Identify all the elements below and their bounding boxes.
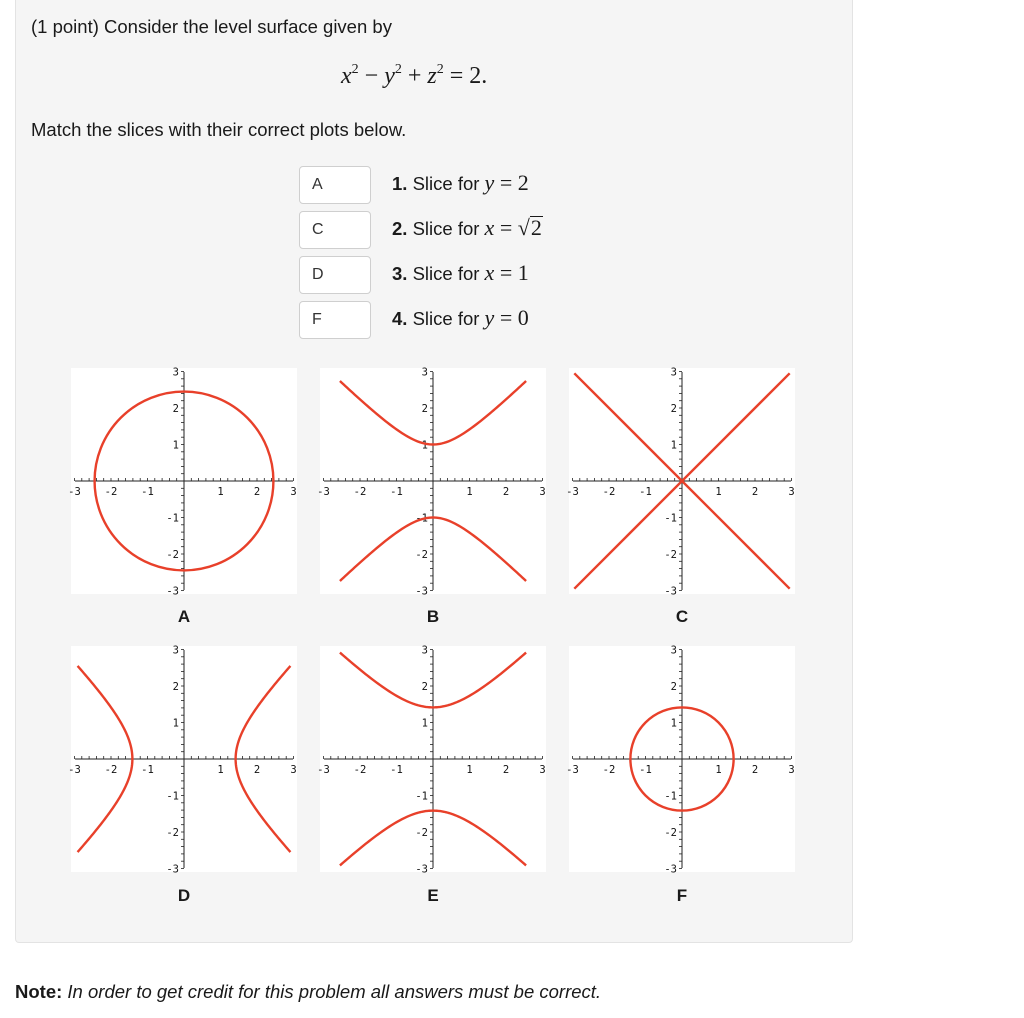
y-tick-label: 3 <box>172 644 179 657</box>
y-tick-label: -2 <box>664 549 677 561</box>
x-tick-label: 3 <box>788 486 795 498</box>
y-tick-label: 1 <box>421 439 428 452</box>
x-tick-label: 1 <box>715 486 722 498</box>
y-tick-label: -2 <box>166 827 179 839</box>
y-tick-label: -3 <box>166 863 179 876</box>
plot-svg <box>317 644 546 876</box>
problem-intro: (1 point) Consider the level surface given by <box>31 16 392 37</box>
plot-letter-c: C <box>675 607 689 626</box>
x-tick-label: 2 <box>751 486 759 498</box>
x-tick-label: 1 <box>466 764 473 776</box>
y-tick-label: -1 <box>415 790 428 803</box>
x-tick-label: 2 <box>502 764 510 776</box>
x-tick-label: -3 <box>566 486 579 498</box>
y-tick-label: -1 <box>415 512 428 525</box>
answer-input-2[interactable] <box>299 211 371 249</box>
plot-f <box>566 644 795 876</box>
x-tick-label: -2 <box>104 486 118 498</box>
y-tick-label: -3 <box>415 863 428 876</box>
answer-input-1[interactable] <box>299 166 371 204</box>
y-tick-label: 1 <box>670 439 677 452</box>
y-tick-label: 2 <box>172 681 179 693</box>
slice-label-3: 3. Slice for x = 1 <box>392 260 529 285</box>
y-tick-label: -1 <box>664 512 677 525</box>
x-tick-label: 1 <box>715 764 722 776</box>
x-tick-label: 3 <box>788 764 795 776</box>
level-surface-equation: $x^2 - y^2 + z^2 = 2$. <box>341 62 488 89</box>
x-tick-label: -3 <box>317 764 330 776</box>
y-tick-label: 2 <box>172 403 179 415</box>
y-tick-label: 2 <box>421 403 428 415</box>
plot-letter-e: E <box>427 886 439 905</box>
plot-letter-b: B <box>426 607 440 626</box>
y-tick-label: -3 <box>166 585 179 598</box>
plot-letter-d: D <box>177 886 191 905</box>
y-tick-label: 2 <box>421 681 428 693</box>
note: Note: In order to get credit for this problem all answers must be correct. <box>15 981 602 1002</box>
x-tick-label: 1 <box>217 764 224 776</box>
y-tick-label: -1 <box>664 790 677 803</box>
y-tick-label: -2 <box>166 549 179 561</box>
x-tick-label: -3 <box>566 764 579 776</box>
x-tick-label: 1 <box>217 486 224 498</box>
y-tick-label: 1 <box>421 717 428 730</box>
x-tick-label: 2 <box>253 486 261 498</box>
y-tick-label: -1 <box>166 512 179 525</box>
x-tick-label: -2 <box>353 486 367 498</box>
y-tick-label: 1 <box>670 717 677 730</box>
plot-b <box>317 366 546 598</box>
plot-letter-f: F <box>676 886 688 905</box>
answer-input-4[interactable] <box>299 301 371 339</box>
y-tick-label: 1 <box>172 717 179 730</box>
x-tick-label: -2 <box>104 764 118 776</box>
x-tick-label: 3 <box>290 486 297 498</box>
x-tick-label: -3 <box>68 486 81 498</box>
x-tick-label: 2 <box>502 486 510 498</box>
y-tick-label: -2 <box>415 827 428 839</box>
y-tick-label: 3 <box>421 366 428 379</box>
x-tick-label: 3 <box>290 764 297 776</box>
plot-svg <box>68 644 297 876</box>
match-instructions: Match the slices with their correct plots below. <box>31 119 407 140</box>
plot-letter-a: A <box>177 607 191 626</box>
x-tick-label: 1 <box>466 486 473 498</box>
y-tick-label: -3 <box>664 863 677 876</box>
x-tick-label: -2 <box>602 486 616 498</box>
y-tick-label: -3 <box>415 585 428 598</box>
plot-svg <box>317 366 546 598</box>
answer-input-3[interactable] <box>299 256 371 294</box>
x-tick-label: -3 <box>317 486 330 498</box>
plot-d <box>68 644 297 876</box>
y-tick-label: 2 <box>670 403 677 415</box>
x-tick-label: -1 <box>390 764 403 776</box>
sqrt-symbol: √ <box>517 215 530 240</box>
y-tick-label: 2 <box>670 681 677 693</box>
plot-svg <box>68 366 297 598</box>
x-tick-label: -1 <box>141 486 154 498</box>
plot-c <box>566 366 795 598</box>
x-tick-label: 2 <box>751 764 759 776</box>
y-tick-label: -2 <box>415 549 428 561</box>
y-tick-label: 3 <box>172 366 179 379</box>
x-tick-label: 2 <box>253 764 261 776</box>
y-tick-label: 1 <box>172 439 179 452</box>
x-tick-label: 3 <box>539 486 546 498</box>
slice-label-1: 1. Slice for y = 2 <box>392 170 529 195</box>
slice-label-2: 2. Slice for x = √2 <box>392 215 542 240</box>
x-tick-label: -1 <box>390 486 403 498</box>
slice-label-4: 4. Slice for y = 0 <box>392 305 529 330</box>
plot-e <box>317 644 546 876</box>
plot-svg <box>566 644 795 876</box>
plot-a <box>68 366 297 598</box>
x-tick-label: -2 <box>602 764 616 776</box>
y-tick-label: 3 <box>670 366 677 379</box>
x-tick-label: -3 <box>68 764 81 776</box>
y-tick-label: 3 <box>421 644 428 657</box>
x-tick-label: -1 <box>141 764 154 776</box>
x-tick-label: -1 <box>639 764 652 776</box>
plot-svg <box>566 366 795 598</box>
y-tick-label: -1 <box>166 790 179 803</box>
x-tick-label: -2 <box>353 764 367 776</box>
y-tick-label: -3 <box>664 585 677 598</box>
x-tick-label: 3 <box>539 764 546 776</box>
x-tick-label: -1 <box>639 486 652 498</box>
y-tick-label: 3 <box>670 644 677 657</box>
y-tick-label: -2 <box>664 827 677 839</box>
